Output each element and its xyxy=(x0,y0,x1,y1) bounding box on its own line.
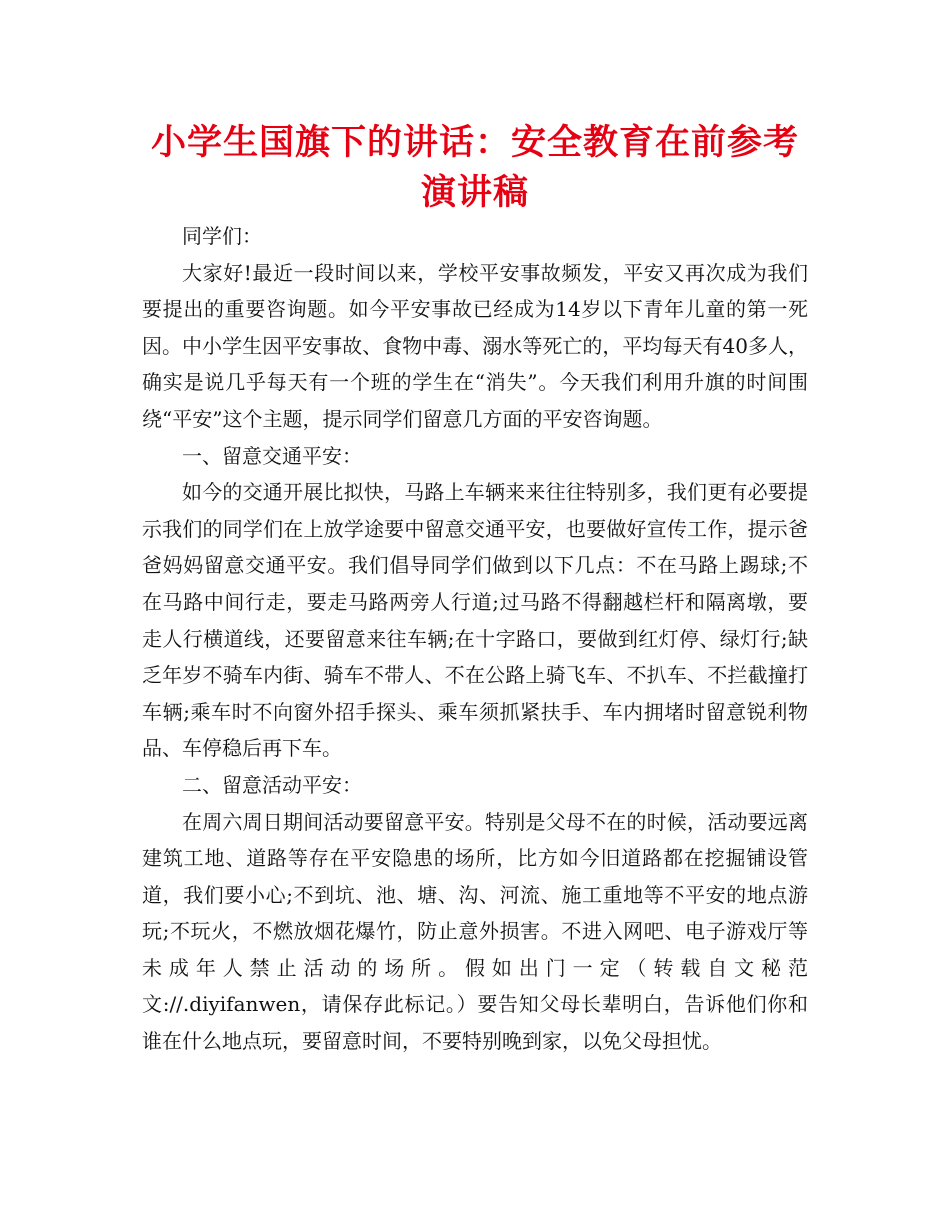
document-title xyxy=(142,118,808,218)
title-line-1: 小学生国旗下的讲话：安全教育在前参考 xyxy=(150,123,799,163)
section-heading-traffic-safety: 一、留意交通平安： xyxy=(182,443,362,468)
document-body xyxy=(142,218,808,1060)
intro-paragraph: 大家好!最近一段时间以来，学校平安事故频发，平安又再次成为我们要提出的重要咨询题。如今平安事故已经成为14岁以下青年儿童的第一死因。中小学生因平安事故、食物中毒、溺水等死亡的，平均每天有40多人，确实是说几乎每天有一个班的学生在“消失”。今天我们利用升旗的时间围绕“平安”这个主题，提示同学们留意几方面的平安咨询题。 xyxy=(142,260,808,431)
section-heading-activity-safety: 二、留意活动平安： xyxy=(182,772,362,797)
activity-safety-paragraph: 在周六周日期间活动要留意平安。特别是父母不在的时候，活动要远离建筑工地、道路等存在平安隐患的场所，比方如今旧道路都在挖掘铺设管道，我们要小心;不到坑、池、塘、沟、河流、施工重地等不平安的地点游玩;不玩火，不燃放烟花爆竹，防止意外损害。不进入网吧、电子游戏厅等未成年人禁止活动的场所。假如出门一定（转载自文秘范文://.diyifanwen，请保存此标记。）要告知父母长辈明白，告诉他们你和谁在什么地点玩，要留意时间，不要特别晚到家，以免父母担忧。 xyxy=(142,809,808,1054)
salutation-paragraph: 同学们： xyxy=(182,224,262,248)
traffic-safety-paragraph: 如今的交通开展比拟快，马路上车辆来来往往特别多，我们更有必要提示我们的同学们在上放学途要中留意交通平安，也要做好宣传工作，提示爸爸妈妈留意交通平安。我们倡导同学们做到以下几点：不在马路上踢球;不在马路中间行走，要走马路两旁人行道;过马路不得翻越栏杆和隔离墩，要走人行横道线，还要留意来往车辆;在十字路口，要做到红灯停、绿灯行;缺乏年岁不骑车内街、骑车不带人、不在公路上骑飞车、不扒车、不拦截撞打车辆;乘车时不向窗外招手探头、乘车须抓紧扶手、车内拥堵时留意锐利物品、车停稳后再下车。 xyxy=(142,480,808,761)
title-line-2: 演讲稿 xyxy=(420,173,529,213)
